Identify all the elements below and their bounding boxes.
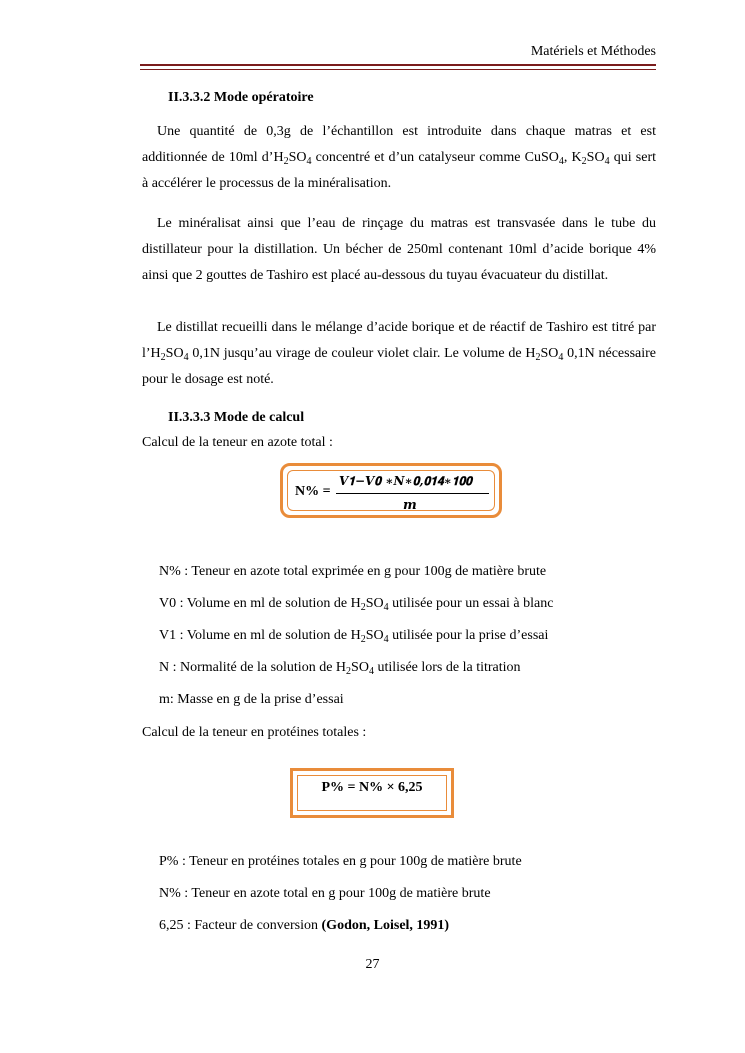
formula-azote-denominator: 𝒎 — [403, 498, 417, 513]
def-n-percent-2: N% : Teneur en azote total en g pour 100g de matière brute — [159, 886, 491, 901]
def-n: N : Normalité de la solution de $H_2SO_4$ utilisée lors de la titration — [159, 660, 521, 677]
formula-azote-numerator: 𝑽𝟏−𝑽𝟎 ∗𝑵∗𝟎,𝟎𝟏𝟒∗𝟏𝟎𝟎 — [339, 474, 472, 488]
formula-proteines: P% = N% × 6,25 — [321, 780, 423, 795]
def-m: m: Masse en g de la prise d’essai — [159, 692, 344, 707]
def-v0: V0 : Volume en ml de solution de $H_2SO_4$ utilisée pour un essai à blanc — [159, 596, 554, 613]
header-rule-thick — [140, 64, 656, 66]
running-header: Matériels et Méthodes — [530, 44, 656, 59]
page-number: 27 — [365, 957, 380, 972]
def-n-percent: N% : Teneur en azote total exprimée en g pour 100g de matière brute — [159, 564, 547, 579]
paragraph-3: Le distillat recueilli dans le mélange d’acide borique et de réactif de Tashiro est titré par $l’H_2SO_4$ 0,1N jusqu’au virage de couleur violet clair. Le volume de $H_2SO_4$ 0,1N nécessaire pour le dosage est noté. — [142, 320, 656, 387]
citation: (Godon, Loisel, 1991) — [321, 918, 450, 933]
paragraph-1: Une quantité de 0,3g de l’échantillon est introduite dans chaque matras et est additionnée de 10ml $d’H_2SO_4$ concentré et d’un catalyseur comme CuSO$_4$, $K_2SO_4$ qui sert à accélérer le processus de la minéralisation. — [142, 124, 657, 191]
calc-intro-proteines: Calcul de la teneur en protéines totales : — [142, 725, 367, 740]
formula-azote-label: N% = — [295, 484, 331, 499]
paragraph-2: Le minéralisat ainsi que l’eau de rinçage du matras est transvasée dans le tube du distillateur pour la distillation. Un bécher de 250ml contenant 10ml d’acide borique 4% ainsi que 2 gouttes de Tashiro est placé au-dessous du tuyau évacuateur du distillat. — [142, 216, 656, 283]
section-heading-mode-operatoire: II.3.3.2 Mode opératoire — [168, 90, 314, 105]
formula-fraction-bar — [336, 493, 489, 494]
header-rule-thin — [140, 69, 656, 70]
def-p-percent: P% : Teneur en protéines totales en g pour 100g de matière brute — [159, 854, 522, 869]
def-factor: 6,25 : Facteur de conversion (Godon, Loisel, 1991) — [159, 918, 450, 933]
calc-intro-azote: Calcul de la teneur en azote total : — [142, 435, 333, 450]
section-heading-mode-calcul: II.3.3.3 Mode de calcul — [168, 410, 305, 425]
def-v1: V1 : Volume en ml de solution de $H_2SO_4$ utilisée pour la prise d’essai — [159, 628, 549, 645]
